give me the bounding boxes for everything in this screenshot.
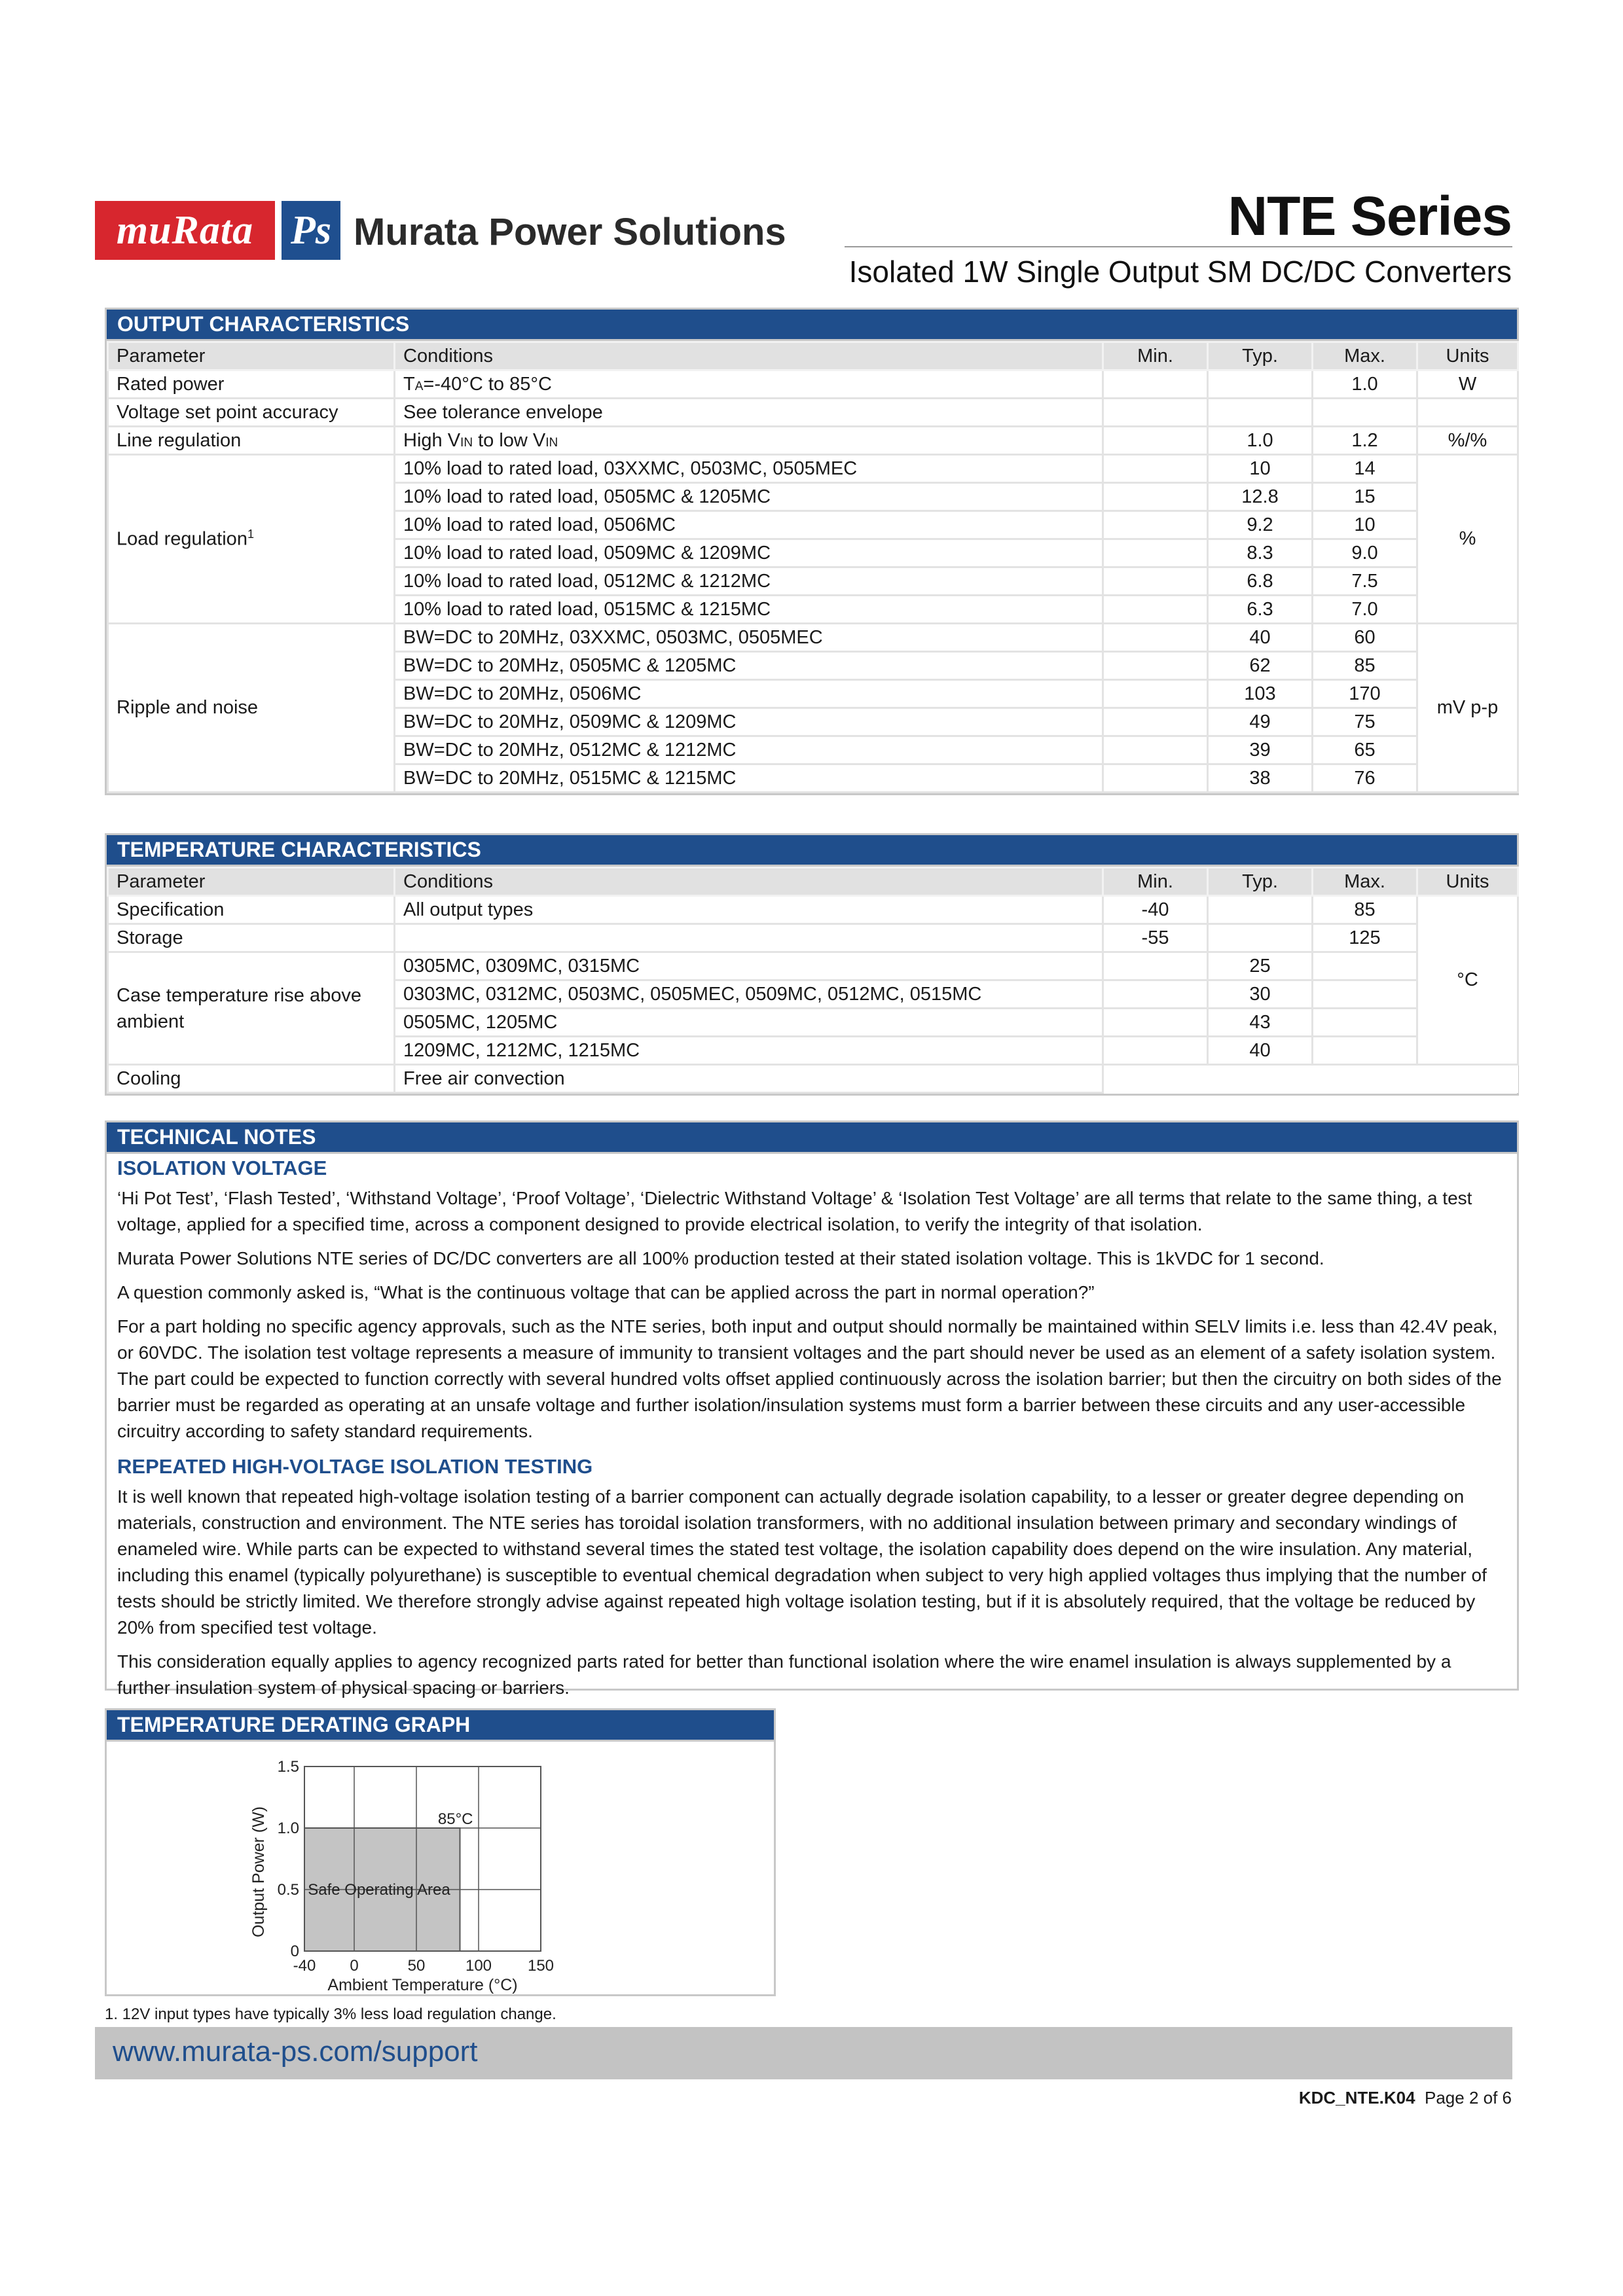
max-cell: 10: [1313, 511, 1417, 539]
section-title: TEMPERATURE DERATING GRAPH: [107, 1710, 774, 1742]
typ-cell: 12.8: [1208, 483, 1313, 511]
support-link[interactable]: www.murata-ps.com/support: [113, 2036, 478, 2068]
x-tick-label: 100: [465, 1957, 492, 1975]
typ-cell: 43: [1208, 1009, 1313, 1037]
y-tick-label: 1.0: [277, 1820, 299, 1837]
param-cell: Load regulation$^1$: [108, 455, 395, 624]
typ-cell: 25: [1208, 952, 1313, 980]
x-tick-label: 150: [527, 1957, 555, 1975]
typ-cell: 9.2: [1208, 511, 1313, 539]
max-cell: 7.0: [1313, 596, 1417, 624]
condition-cell: 10% load to rated load, 0509MC & 1209MC: [395, 539, 1103, 567]
typ-cell: 1.0: [1208, 427, 1313, 455]
x-axis-label: Ambient Temperature (°C): [327, 1976, 518, 1994]
typ-cell: 40: [1208, 624, 1313, 652]
column-header: Typ.: [1208, 342, 1313, 370]
column-header: Max.: [1313, 868, 1417, 896]
condition-cell: 1209MC, 1212MC, 1215MC: [395, 1037, 1103, 1065]
output-characteristics-section: [105, 308, 1519, 795]
column-header: Min.: [1103, 868, 1208, 896]
condition-cell: All output types: [395, 896, 1103, 924]
max-cell: 1.2: [1313, 427, 1417, 455]
condition-cell: BW=DC to 20MHz, 0506MC: [395, 680, 1103, 708]
max-cell: 1.0: [1313, 370, 1417, 399]
technical-notes-section: [105, 1121, 1519, 1698]
column-header: Min.: [1103, 342, 1208, 370]
company-name: Murata Power Solutions: [354, 211, 786, 253]
table-row: [108, 370, 1518, 399]
typ-cell: 10: [1208, 455, 1313, 483]
typ-cell: 30: [1208, 980, 1313, 1009]
y-tick-label: 0.5: [277, 1881, 299, 1899]
y-tick-label: 1.5: [277, 1758, 299, 1776]
y-tick-label: 0: [290, 1943, 299, 1960]
series-title: NTE Series: [1228, 185, 1512, 247]
condition-cell: See tolerance envelope: [395, 399, 1103, 427]
technical-notes-body: [107, 1154, 1517, 1717]
section-title: TECHNICAL NOTES: [107, 1122, 1517, 1154]
column-header: Units: [1417, 868, 1518, 896]
table-row: [108, 952, 1518, 980]
column-header: Typ.: [1208, 868, 1313, 896]
condition-cell: 10% load to rated load, 0515MC & 1215MC: [395, 596, 1103, 624]
column-header: Parameter: [108, 868, 395, 896]
max-cell: 85: [1313, 652, 1417, 680]
section-title: TEMPERATURE CHARACTERISTICS: [107, 835, 1517, 867]
max-cell: 7.5: [1313, 567, 1417, 596]
column-header: Conditions: [395, 868, 1103, 896]
typ-cell: 8.3: [1208, 539, 1313, 567]
output-characteristics-table: [107, 341, 1519, 793]
units-cell: mV p-p: [1417, 624, 1518, 793]
column-header: Conditions: [395, 342, 1103, 370]
condition-cell: Free air convection: [395, 1065, 1103, 1093]
x-tick-label: -40: [293, 1957, 316, 1975]
units-cell: %: [1417, 455, 1518, 624]
max-cell: 85: [1313, 896, 1417, 924]
table-row: [108, 427, 1518, 455]
murata-logo: muRata: [95, 201, 275, 260]
temperature-characteristics-section: [105, 833, 1519, 1096]
condition-cell: 0505MC, 1205MC: [395, 1009, 1103, 1037]
safe-operating-area-label: Safe Operating Area: [308, 1881, 450, 1899]
table-row: [108, 455, 1518, 483]
condition-cell: 0303MC, 0312MC, 0503MC, 0505MEC, 0509MC, 0512MC, 0515MC: [395, 980, 1103, 1009]
units-cell: W: [1417, 370, 1518, 399]
repeated-testing-heading: REPEATED HIGH-VOLTAGE ISOLATION TESTING: [117, 1455, 593, 1478]
condition-cell: 10% load to rated load, 0512MC & 1212MC: [395, 567, 1103, 596]
max-cell: 170: [1313, 680, 1417, 708]
max-cell: 76: [1313, 764, 1417, 793]
condition-cell: 10% load to rated load, 03XXMC, 0503MC, 0505MEC: [395, 455, 1103, 483]
condition-cell: BW=DC to 20MHz, 0515MC & 1215MC: [395, 764, 1103, 793]
derating-chart: [107, 1742, 774, 1996]
typ-cell: 62: [1208, 652, 1313, 680]
condition-cell: 10% load to rated load, 0505MC & 1205MC: [395, 483, 1103, 511]
page-number: Page 2 of 6: [1425, 2088, 1512, 2108]
section-title: OUTPUT CHARACTERISTICS: [107, 310, 1517, 341]
paragraph: This consideration equally applies to agency recognized parts rated for better than functional isolation where the wire enamel insulation is always supplemented by a further insulation system of physical spacing or barriers.: [117, 1651, 1451, 1698]
table-header-row: [108, 342, 1518, 370]
temperature-characteristics-table: [107, 867, 1519, 1094]
units-cell: °C: [1417, 896, 1518, 1065]
param-cell: Cooling: [108, 1065, 395, 1093]
y-axis-label: Output Power (W): [249, 1806, 268, 1938]
typ-cell: 38: [1208, 764, 1313, 793]
typ-cell: [1208, 370, 1313, 399]
condition-cell: High VIN to low VIN: [395, 427, 1103, 455]
max-cell: 60: [1313, 624, 1417, 652]
param-cell: Storage: [108, 924, 395, 952]
column-header: Units: [1417, 342, 1518, 370]
units-cell: %/%: [1417, 427, 1518, 455]
min-cell: [1103, 370, 1208, 399]
column-header: Max.: [1313, 342, 1417, 370]
param-cell: Case temperature rise above ambient: [108, 952, 395, 1065]
table-row: [108, 399, 1518, 427]
paragraph: A question commonly asked is, “What is the continuous voltage that can be applied across the part in normal operation?”: [117, 1282, 1095, 1302]
series-subtitle: Isolated 1W Single Output SM DC/DC Converters: [848, 255, 1512, 289]
table-row: [108, 1065, 1518, 1093]
typ-cell: 49: [1208, 708, 1313, 736]
derating-graph-section: [105, 1708, 776, 1996]
max-cell: 9.0: [1313, 539, 1417, 567]
min-cell: -55: [1103, 924, 1208, 952]
paragraph: Murata Power Solutions NTE series of DC/DC converters are all 100% production tested at their stated isolation voltage. This is 1kVDC for 1 second.: [117, 1248, 1324, 1268]
paragraph: For a part holding no specific agency approvals, such as the NTE series, both input and output should normally be maintained within SELV limits i.e. less than 42.4V peak, or 60VDC. The isolation test voltage represents a measure of immunity to transient voltages and the part should never be used as an element of a safety isolation system. The part could be expected to function correctly with several hundred volts offset applied continuously across the isolation barrier; but then the circuitry on both sides of the barrier must be regarded as operating at an unsafe voltage and further isolation/insulation systems must form a barrier between these circuits and any user-accessible circuitry according to safety standard requirements.: [117, 1316, 1502, 1441]
typ-cell: 103: [1208, 680, 1313, 708]
param-cell: Specification: [108, 896, 395, 924]
isolation-voltage-heading: ISOLATION VOLTAGE: [117, 1157, 327, 1179]
max-cell: 75: [1313, 708, 1417, 736]
typ-cell: 39: [1208, 736, 1313, 764]
x-tick-label: 0: [350, 1957, 359, 1975]
table-row: [108, 896, 1518, 924]
column-header: Parameter: [108, 342, 395, 370]
condition-cell: TA=-40°C to 85°C: [395, 370, 1103, 399]
condition-cell: BW=DC to 20MHz, 03XXMC, 0503MC, 0505MEC: [395, 624, 1103, 652]
footnote-mark: 1: [247, 528, 254, 541]
typ-cell: 40: [1208, 1037, 1313, 1065]
footnote: 1. 12V input types have typically 3% less load regulation change.: [105, 2005, 556, 2023]
param-cell: Ripple and noise: [108, 624, 395, 793]
doc-code: KDC_NTE.K04: [1298, 2088, 1415, 2108]
param-cell: Line regulation: [108, 427, 395, 455]
typ-cell: 6.3: [1208, 596, 1313, 624]
table-header-row: [108, 868, 1518, 896]
max-cell: 125: [1313, 924, 1417, 952]
typ-cell: 6.8: [1208, 567, 1313, 596]
temperature-limit-label: 85°C: [437, 1810, 473, 1828]
max-cell: 65: [1313, 736, 1417, 764]
param-cell: Rated power: [108, 370, 395, 399]
condition-cell: BW=DC to 20MHz, 0512MC & 1212MC: [395, 736, 1103, 764]
x-tick-label: 50: [407, 1957, 426, 1975]
paragraph: ‘Hi Pot Test’, ‘Flash Tested’, ‘Withstand Voltage’, ‘Proof Voltage’, ‘Dielectric Withstand Voltage’ & ‘Isolation Test Voltage’ are all terms that relate to the same thing, a test voltage, applied for a specified time, across a component designed to provide electrical isolation, to verify the integrity of that isolation.: [117, 1188, 1472, 1234]
page-info: [1299, 2086, 1512, 2109]
condition-cell: BW=DC to 20MHz, 0509MC & 1209MC: [395, 708, 1103, 736]
condition-cell: BW=DC to 20MHz, 0505MC & 1205MC: [395, 652, 1103, 680]
max-cell: 14: [1313, 455, 1417, 483]
paragraph: It is well known that repeated high-voltage isolation testing of a barrier component can actually degrade isolation capability, to a lesser or greater degree depending on materials, construction and environment. The NTE series has toroidal isolation transformers, with no additional insulation between primary and secondary windings of enameled wire. While parts can be expected to withstand several times the stated test voltage, the isolation capability does depend on the wire insulation. Any material, including this enamel (typically polyurethane) is susceptible to eventual chemical degradation when subject to very high applied voltages thus implying that the number of tests should be strictly limited. We therefore strongly advise against repeated high voltage isolation testing, but if it is absolutely required, that the voltage be reduced by 20% from specified test voltage.: [117, 1486, 1487, 1638]
table-row: [108, 924, 1518, 952]
condition-cell: 10% load to rated load, 0506MC: [395, 511, 1103, 539]
max-cell: 15: [1313, 483, 1417, 511]
min-cell: -40: [1103, 896, 1208, 924]
ps-logo: Ps: [282, 201, 340, 260]
condition-cell: 0305MC, 0309MC, 0315MC: [395, 952, 1103, 980]
param-cell: Voltage set point accuracy: [108, 399, 395, 427]
table-row: [108, 624, 1518, 652]
condition-cell: [395, 924, 1103, 952]
